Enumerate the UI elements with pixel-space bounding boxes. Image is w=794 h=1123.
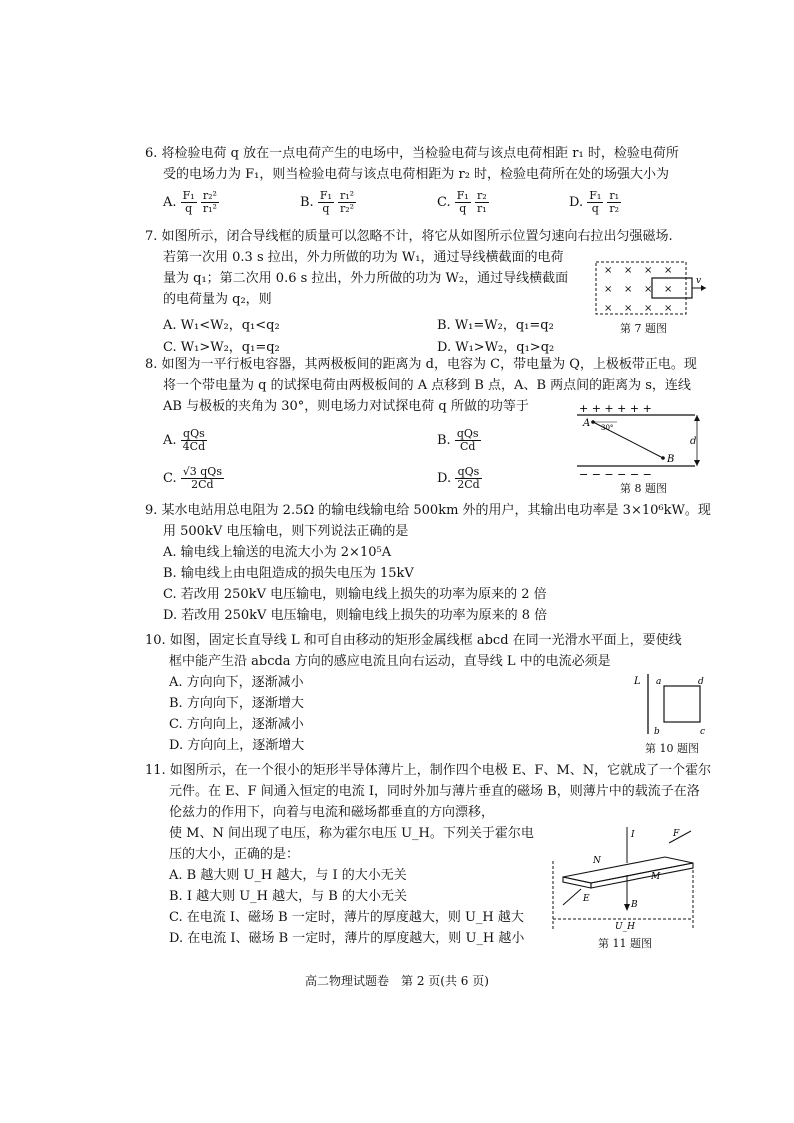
label-d: d <box>698 677 704 687</box>
q6-b-f1-num: F₁ <box>319 189 332 202</box>
semiconductor-slab-front <box>563 877 591 888</box>
q6-b-f2-num: r₁² <box>340 189 355 202</box>
q11-figure <box>545 825 705 933</box>
label-f: F <box>673 829 680 839</box>
q6-option-b <box>300 190 356 215</box>
positive-plate-charges: + + + + + + <box>579 402 652 415</box>
q6-c-f2-num: r₂ <box>476 189 487 202</box>
q6-a-f2-num: r₂² <box>202 189 217 202</box>
q6-c-f1-num: F₁ <box>456 189 469 202</box>
q8-stem-line2: 将一个带电量为 q 的试探电荷由两极板间的 A 点移到 B 点，A、B 两点间的距离为 s，连线 <box>163 378 691 393</box>
q10-caption: 第 10 题图 <box>645 742 699 755</box>
q9-option-c: C. 若改用 250kV 电压输电，则输电线上损失的功率为原来的 2 倍 <box>163 587 547 602</box>
q11-stem-line3: 伦兹力的作用下，向着与电流和磁场都垂直的方向漂移， <box>169 805 495 820</box>
q6-d-f2-num: r₁ <box>609 189 620 202</box>
q8-b-den: Cd <box>459 440 476 453</box>
q8-option-a-label: A. <box>163 433 177 448</box>
q6-d-f1-num: F₁ <box>589 189 602 202</box>
label-d: d <box>690 436 697 447</box>
label-b: B <box>631 900 638 910</box>
q6-option-c <box>437 190 489 215</box>
svg-text:×: × <box>604 284 613 295</box>
velocity-label: v <box>696 276 702 286</box>
q10-figure <box>630 670 710 738</box>
q8-figure <box>575 400 710 480</box>
q6-a-f1-num: F₁ <box>182 189 195 202</box>
q6-c-f1-den: q <box>459 202 467 215</box>
q10-option-b: B. 方向向下，逐渐增大 <box>169 696 304 711</box>
label-a: A <box>583 418 591 429</box>
q8-caption: 第 8 题图 <box>620 482 667 495</box>
magnetic-field-arrowhead <box>624 904 630 911</box>
q11-stem-line2: 元件。在 E、F 间通入恒定的电流 I，同时外加与薄片垂直的磁场 B，则薄片中的载流子在洛 <box>169 784 700 799</box>
velocity-arrowhead <box>701 285 706 291</box>
q6-c-f2-den: r₁ <box>476 202 487 215</box>
q6-a-f2-den: r₁² <box>202 202 217 215</box>
svg-text:×: × <box>604 303 613 314</box>
q6-d-f2-den: r₂ <box>609 202 620 215</box>
q11-option-c: C. 在电流 I、磁场 B 一定时，薄片的厚度越大，则 U_H 越大 <box>169 910 524 925</box>
semiconductor-slab-top <box>563 857 693 883</box>
rectangular-loop-abcd <box>664 686 700 722</box>
q10-option-d: D. 方向向上，逐渐增大 <box>169 738 305 753</box>
q11-caption: 第 11 题图 <box>598 937 652 950</box>
label-uh: U_H <box>615 922 635 932</box>
q8-c-num: √3 qQs <box>182 465 222 478</box>
q10-option-c: C. 方向向上，逐渐减小 <box>169 717 304 732</box>
q11-stem-line1: 11. 如图所示，在一个很小的矩形半导体薄片上，制作四个电极 E、F、M、N，它就成了一个霍尔 <box>145 763 712 778</box>
q7-stem-line1: 7. 如图所示，闭合导线框的质量可以忽略不计，将它从如图所示位置匀速向右拉出匀强磁场. <box>145 229 673 244</box>
q6-option-a <box>163 190 219 215</box>
label-m: M <box>651 872 661 882</box>
svg-text:×: × <box>644 265 653 276</box>
q8-option-c-label: C. <box>163 471 177 486</box>
svg-text:×: × <box>604 265 613 276</box>
q6-stem-line1: 6. 将检验电荷 q 放在一点电荷产生的电场中，当检验电荷与该点电荷相距 r₁ 时，检验电荷所 <box>145 146 679 161</box>
q7-figure <box>590 258 710 320</box>
q6-b-f2-den: r₂² <box>340 202 355 215</box>
q10-stem-line2: 框中能产生沿 abcda 方向的感应电流且向右运动，直导线 L 中的电流必须是 <box>169 654 611 669</box>
q7-option-b: B. W₁=W₂，q₁=q₂ <box>437 318 554 333</box>
q8-option-a <box>163 428 207 453</box>
q9-stem-line2: 用 500kV 电压输电，则下列说法正确的是 <box>163 524 409 539</box>
semiconductor-slab-side <box>591 863 693 888</box>
label-e: E <box>583 894 590 904</box>
svg-text:×: × <box>664 284 673 295</box>
negative-plate-charges: − − − − − − <box>579 468 652 480</box>
q8-stem-line1: 8. 如图为一平行板电容器，其两极板间的距离为 d，电容为 C，带电量为 Q，上极板带正电。现 <box>145 357 697 372</box>
q7-option-d: D. W₁>W₂，q₁>q₂ <box>437 340 555 355</box>
q8-a-den: 4Cd <box>182 440 206 453</box>
q9-option-a: A. 输电线上输送的电流大小为 2×10⁵A <box>163 545 392 560</box>
svg-text:×: × <box>644 303 653 314</box>
q11-option-a: A. B 越大则 U_H 越大，与 I 的大小无关 <box>169 868 407 883</box>
q6-option-b-label: B. <box>300 195 314 210</box>
q7-stem-line3: 量为 q₁；第二次用 0.6 s 拉出，外力所做的功为 W₂，通过导线横截面 <box>163 271 569 286</box>
label-c: c <box>700 727 706 737</box>
distance-arrow-up <box>694 415 700 421</box>
q11-option-b: B. I 越大则 U_H 越大，与 B 的大小无关 <box>169 889 407 904</box>
q11-stem-line5: 压的大小，正确的是： <box>169 847 300 862</box>
point-b <box>661 456 665 460</box>
q8-option-d <box>437 466 482 491</box>
svg-text:×: × <box>664 303 673 314</box>
label-i: I <box>631 830 635 840</box>
svg-text:×: × <box>624 284 633 295</box>
q7-option-c: C. W₁>W₂，q₁=q₂ <box>163 340 280 355</box>
label-l: L <box>634 676 641 687</box>
q8-option-b-label: B. <box>437 433 451 448</box>
q9-option-b: B. 输电线上由电阻造成的损失电压为 15kV <box>163 566 414 581</box>
label-b: B <box>667 454 675 465</box>
q6-option-c-label: C. <box>437 195 451 210</box>
q8-stem-line3: AB 与极板的夹角为 30°，则电场力对试探电荷 q 所做的功等于 <box>163 399 529 414</box>
angle-label: 30° <box>601 424 614 432</box>
q6-option-d-label: D. <box>569 195 584 210</box>
q8-option-c <box>163 466 224 491</box>
q6-option-d <box>569 190 621 215</box>
svg-text:×: × <box>664 265 673 276</box>
electrode-e-lead <box>563 889 581 905</box>
distance-arrow-down <box>694 460 700 466</box>
q8-d-num: qQs <box>455 466 481 479</box>
q6-stem-line2: 受的电场力为 F₁，则当检验电荷与该点电荷相距为 r₂ 时，检验电荷所在处的场强大小为 <box>163 167 670 182</box>
q8-c-den: 2Cd <box>191 478 214 491</box>
field-crosses <box>604 265 672 314</box>
q7-caption: 第 7 题图 <box>620 322 667 335</box>
q11-stem-line4: 使 M、N 间出现了电压，称为霍尔电压 U_H。下列关于霍尔电 <box>169 826 534 841</box>
question-6 <box>145 143 754 185</box>
q6-option-a-label: A. <box>163 195 177 210</box>
q7-stem-line2: 若第一次用 0.3 s 拉出，外力所做的功为 W₁，通过导线横截面的电荷 <box>163 250 564 265</box>
q10-option-a: A. 方向向下，逐渐减小 <box>169 675 304 690</box>
q7-stem-line4: 的电荷量为 q₂，则 <box>163 292 272 307</box>
q8-d-den: 2Cd <box>457 478 480 491</box>
q8-a-num: qQs <box>181 428 207 441</box>
q6-b-f1-den: q <box>322 202 330 215</box>
svg-text:×: × <box>644 284 653 295</box>
label-n: N <box>593 856 601 866</box>
q8-option-d-label: D. <box>437 471 452 486</box>
label-b: b <box>654 727 660 737</box>
q9-option-d: D. 若改用 250kV 电压输电，则输电线上损失的功率为原来的 8 倍 <box>163 608 548 623</box>
label-a: a <box>656 677 662 687</box>
q9-stem-line1: 9. 某水电站用总电阻为 2.5Ω 的输电线输电给 500km 外的用户，其输出电功率是 3×10⁶kW。现 <box>145 503 711 518</box>
question-9 <box>145 500 754 626</box>
q11-option-d: D. 在电流 I、磁场 B 一定时，薄片的厚度越大，则 U_H 越小 <box>169 931 525 946</box>
q6-a-f1-den: q <box>185 202 193 215</box>
q6-d-f1-den: q <box>591 202 599 215</box>
q8-b-num: qQs <box>456 427 479 440</box>
svg-text:×: × <box>624 265 633 276</box>
q10-stem-line1: 10. 如图，固定长直导线 L 和可自由移动的矩形金属线框 abcd 在同一光滑水平面上，要使线 <box>145 633 682 648</box>
page-footer: 高二物理试题卷 第 2 页(共 6 页) <box>305 974 489 988</box>
q7-option-a: A. W₁<W₂，q₁<q₂ <box>163 318 280 333</box>
q8-option-b <box>437 428 481 453</box>
svg-text:×: × <box>624 303 633 314</box>
